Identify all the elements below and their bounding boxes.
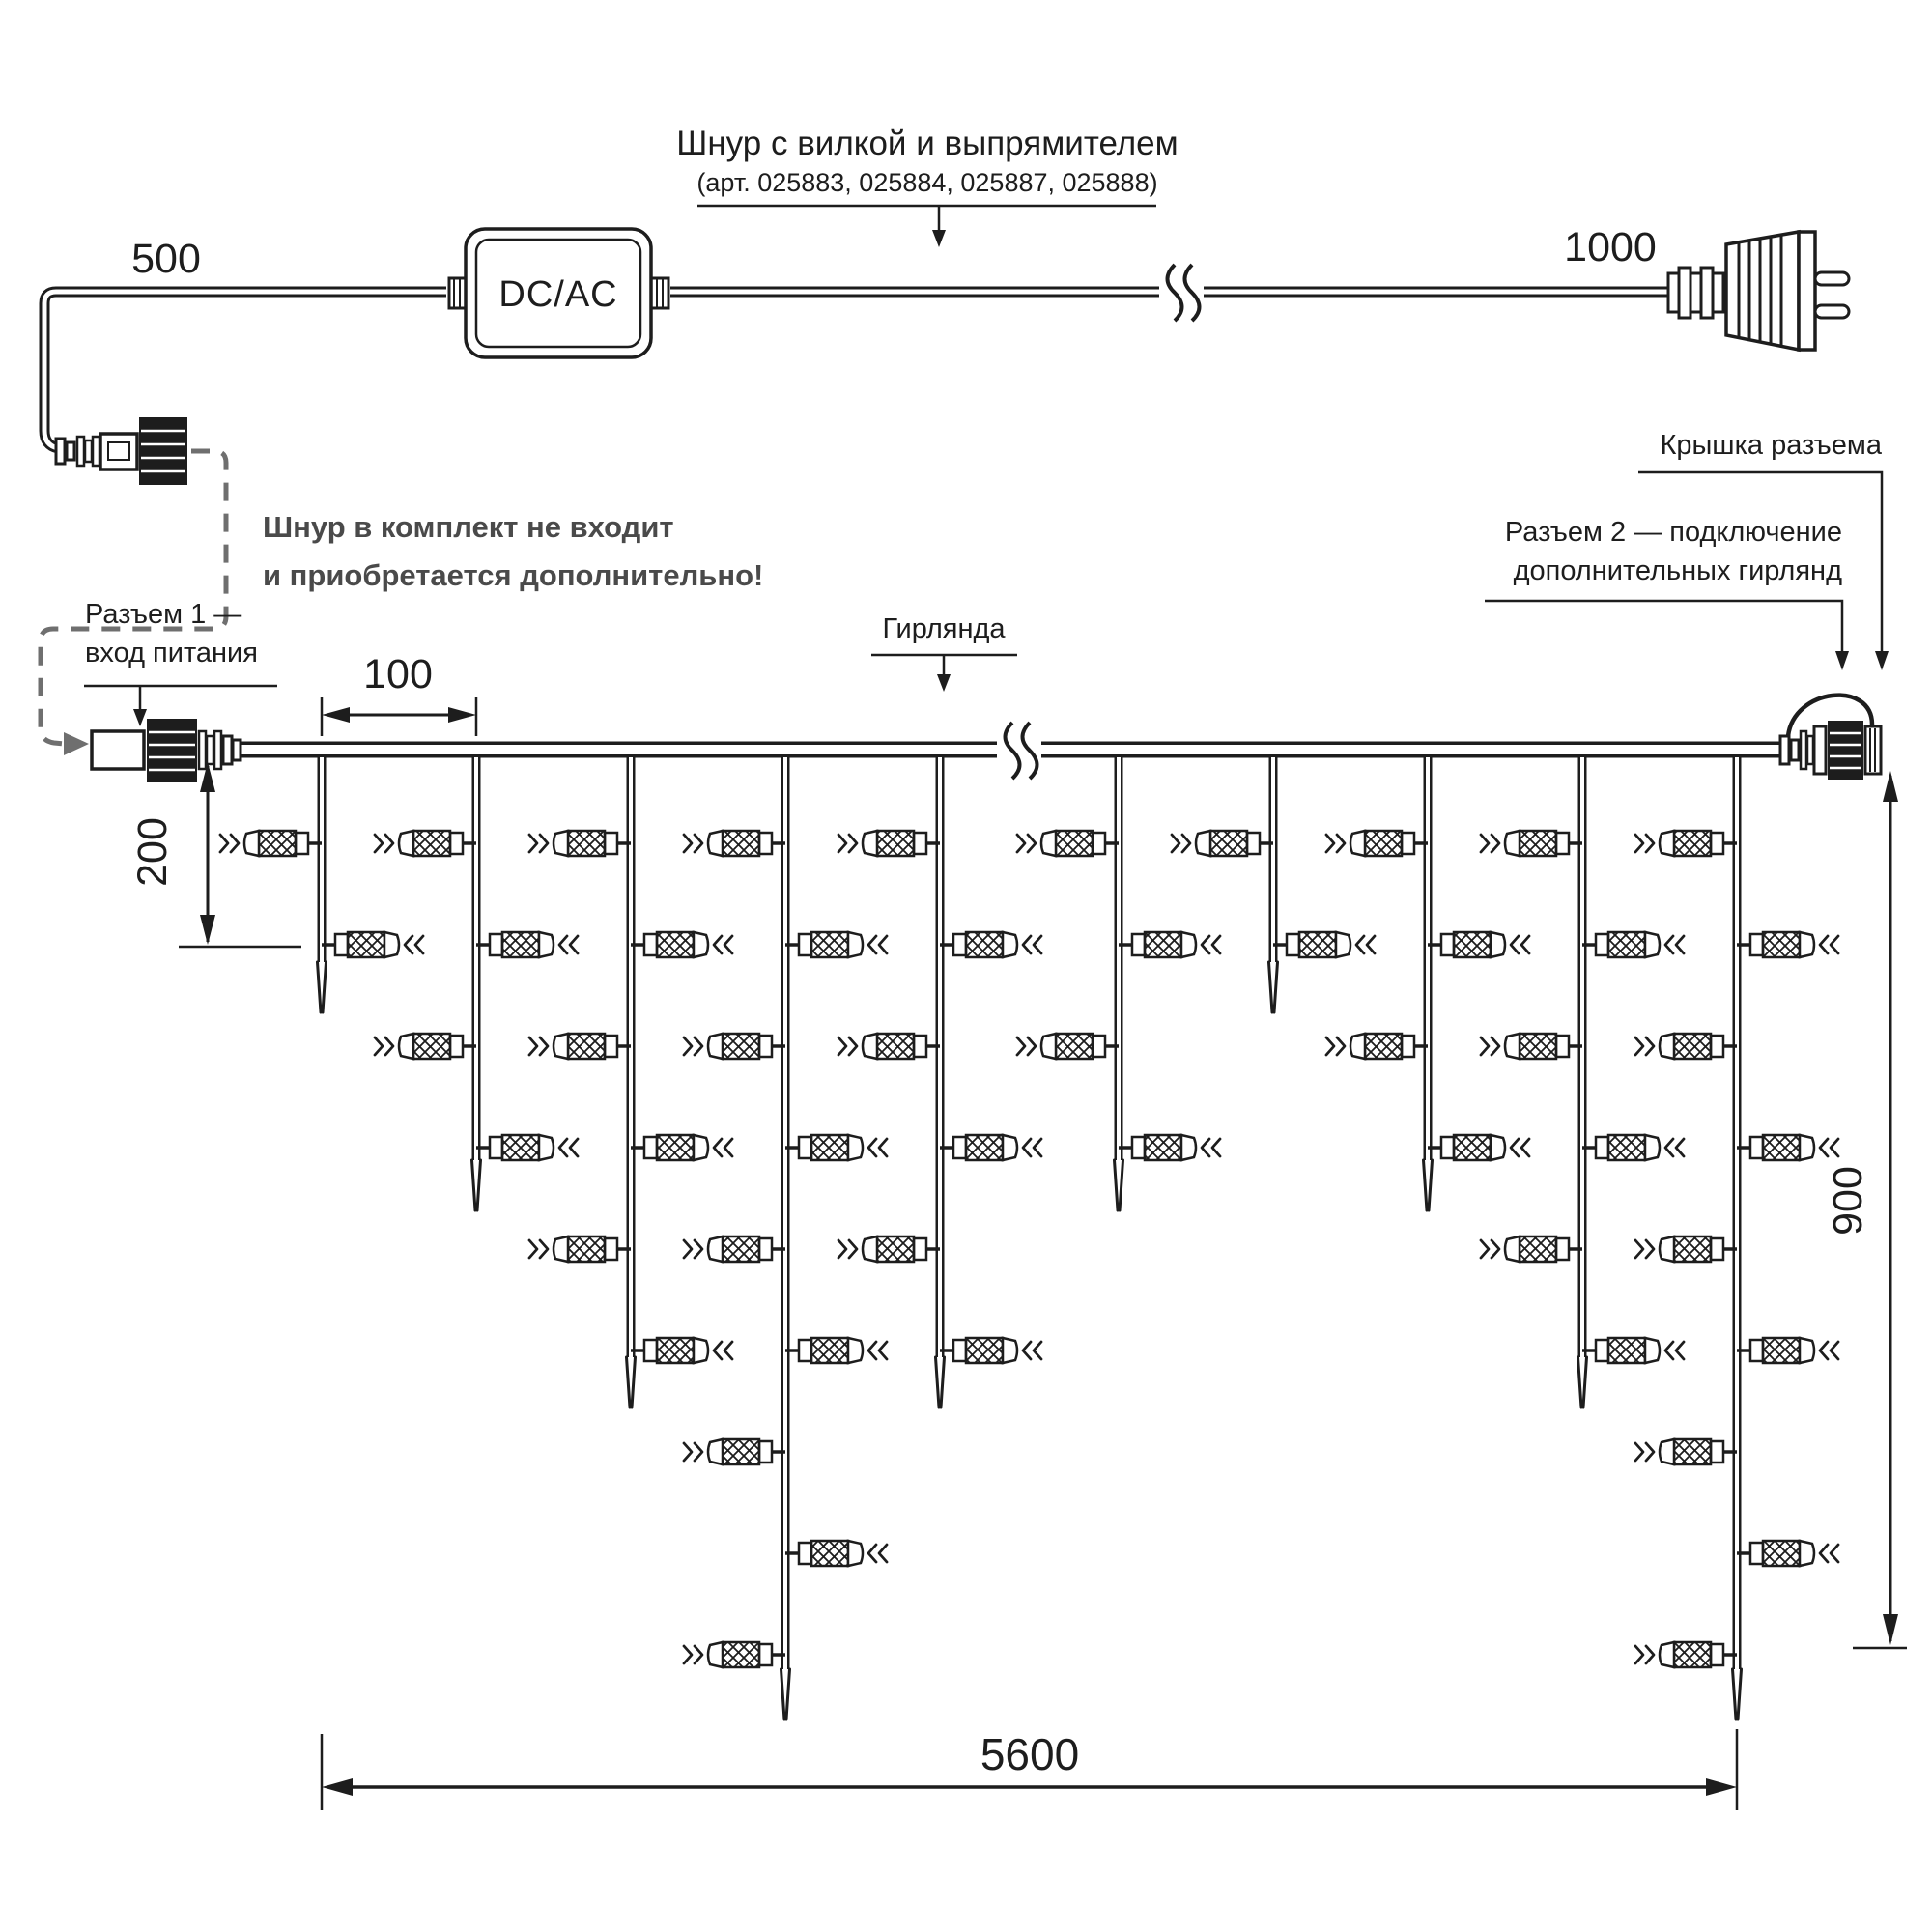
led-lamp — [785, 1135, 887, 1160]
led-lamp — [1119, 932, 1220, 957]
led-lamp — [1635, 1439, 1737, 1464]
garland-label: Гирлянда — [882, 613, 1006, 644]
cord-output-connector — [56, 417, 187, 485]
dim-5600-value: 5600 — [980, 1729, 1080, 1779]
led-lamp — [1172, 831, 1273, 856]
connector1-leader-arrow-icon — [133, 709, 147, 726]
led-lamp — [838, 1236, 940, 1262]
led-lamp — [1273, 932, 1375, 957]
icicle-drop — [220, 755, 423, 1012]
garland-assembly — [92, 696, 1881, 1719]
dcac-adapter — [449, 229, 668, 357]
power-plug-icon — [1668, 232, 1849, 350]
led-lamp — [684, 1439, 785, 1464]
dim-1000 — [1564, 224, 1657, 270]
cord-connector-ribbed — [139, 417, 187, 485]
dim-200-value: 200 — [129, 817, 176, 887]
led-lamp — [1582, 932, 1684, 957]
icicle-drop — [1017, 755, 1220, 1210]
icicle-drop — [838, 755, 1041, 1407]
connector2-ribbed — [1828, 721, 1863, 780]
led-lamp — [838, 1034, 940, 1059]
led-lamp — [684, 1642, 785, 1667]
led-lamp — [529, 831, 631, 856]
note-line2: и приобретается дополнительно! — [263, 558, 764, 592]
led-lamp — [940, 1135, 1041, 1160]
led-lamp — [1582, 1338, 1684, 1363]
garland-connector2 — [1780, 696, 1881, 780]
led-lamp — [940, 1338, 1041, 1363]
plug-body — [1726, 232, 1799, 350]
led-lamp — [1017, 831, 1119, 856]
cap-label: Крышка разъема — [1660, 430, 1882, 461]
led-lamp — [1428, 1135, 1529, 1160]
connector2-callout — [1485, 517, 1849, 670]
led-lamp — [1582, 1135, 1684, 1160]
connector1-callout — [84, 599, 277, 726]
led-lamp — [684, 1034, 785, 1059]
dcac-right-nub — [651, 278, 668, 308]
connector2-leader-line — [1485, 601, 1842, 653]
led-lamp — [1017, 1034, 1119, 1059]
led-lamp — [1481, 1034, 1582, 1059]
dim-5600 — [322, 1729, 1737, 1810]
led-lamp — [785, 1541, 887, 1566]
connector2-label-line2: дополнительных гирлянд — [1513, 555, 1842, 586]
connector2-leader-arrow-icon — [1835, 651, 1849, 670]
title-text: Шнур с вилкой и выпрямителем — [676, 125, 1179, 162]
led-lamp — [631, 932, 732, 957]
led-lamp — [631, 1338, 732, 1363]
connector1-label-line1: Разъем 1 — — [85, 599, 242, 630]
cord-break-icon — [1159, 261, 1204, 323]
led-lamp — [1119, 1135, 1220, 1160]
led-lamp — [1635, 831, 1737, 856]
led-lamp — [220, 831, 322, 856]
connector2-cap — [1865, 726, 1881, 774]
led-lamp — [476, 932, 578, 957]
led-lamp — [684, 1236, 785, 1262]
led-lamp — [1737, 932, 1838, 957]
not-included-note — [263, 510, 763, 592]
led-lamp — [375, 1034, 476, 1059]
led-lamp — [322, 932, 423, 957]
led-lamp — [631, 1135, 732, 1160]
led-lamp — [375, 831, 476, 856]
led-lamp — [940, 932, 1041, 957]
icicle-drop — [1172, 755, 1375, 1012]
led-lamp — [684, 831, 785, 856]
led-lamp — [1635, 1236, 1737, 1262]
led-lamp — [838, 831, 940, 856]
title-callout — [676, 125, 1178, 247]
led-lamp — [1481, 831, 1582, 856]
led-lamp — [1481, 1236, 1582, 1262]
led-lamp — [785, 1338, 887, 1363]
cap-callout — [1638, 430, 1889, 670]
plug-pin-bottom — [1815, 305, 1849, 318]
dim-1000-value: 1000 — [1564, 224, 1657, 270]
dim-500-value: 500 — [131, 236, 201, 282]
garland-break-icon — [997, 719, 1041, 781]
led-lamp — [1326, 831, 1428, 856]
led-lamp — [1635, 1034, 1737, 1059]
icicle-drop — [375, 755, 578, 1210]
cord-left-core — [44, 292, 446, 448]
led-lamp — [1326, 1034, 1428, 1059]
led-lamp — [529, 1034, 631, 1059]
plug-strain-relief — [1668, 268, 1723, 318]
icicle-drop — [1481, 755, 1684, 1407]
connector1-label-line2: вход питания — [85, 638, 258, 668]
led-lamp — [1737, 1135, 1838, 1160]
led-lamp — [476, 1135, 578, 1160]
garland-connector1 — [92, 719, 241, 782]
dim-100-value: 100 — [363, 651, 433, 697]
led-lamp — [1737, 1338, 1838, 1363]
dim-900 — [1825, 771, 1907, 1648]
cap-leader-arrow-icon — [1875, 651, 1889, 670]
led-lamp — [1635, 1642, 1737, 1667]
title-leader-arrow-icon — [932, 230, 946, 247]
icicle-drop — [1635, 755, 1838, 1719]
garland-callout — [871, 613, 1017, 692]
icicle-drop — [1326, 755, 1529, 1210]
dashed-path — [41, 451, 226, 744]
dcac-label: DC/AC — [498, 274, 618, 315]
icicle-drop — [684, 755, 887, 1719]
subtitle-text: (арт. 025883, 025884, 025887, 025888) — [696, 168, 1158, 197]
garland-leader-arrow-icon — [937, 674, 951, 692]
led-lamp — [1737, 1541, 1838, 1566]
led-lamp — [529, 1236, 631, 1262]
cord-left-outline — [44, 292, 446, 448]
dim-100 — [322, 651, 476, 736]
garland-drops — [220, 755, 1838, 1719]
plug-face — [1799, 232, 1815, 350]
led-lamp — [1428, 932, 1529, 957]
icicle-drop — [529, 755, 732, 1407]
led-lamp — [785, 932, 887, 957]
dim-900-value: 900 — [1825, 1166, 1871, 1236]
plug-pin-top — [1815, 272, 1849, 285]
dim-500 — [131, 236, 201, 282]
connector2-label-line1: Разъем 2 — подключение — [1504, 517, 1842, 548]
dashed-arrow-icon — [64, 732, 89, 755]
note-line1: Шнур в комплект не входит — [263, 510, 674, 544]
